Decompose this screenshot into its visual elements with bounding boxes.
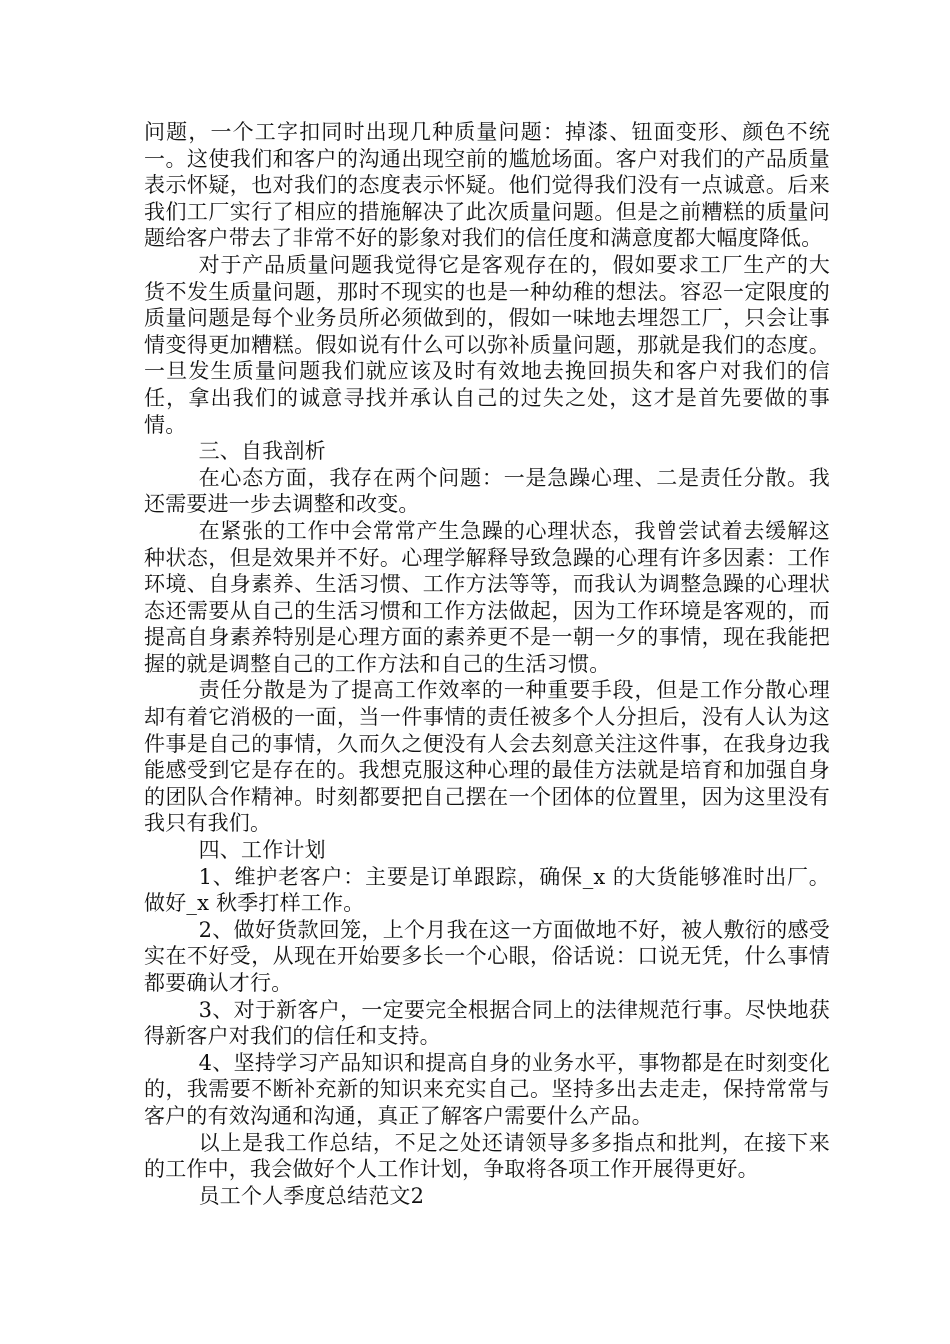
plan-item-1: 1、维护老客户：主要是订单跟踪，确保_x 的大货能够准时出厂。做好_x 秋季打样工作。 <box>144 864 830 916</box>
paragraph-impatience: 在紧张的工作中会常常产生急躁的心理状态，我曾尝试着去缓解这种状态，但是效果并不好。心理学解释导致急躁的心理有许多因素：工作环境、自身素养、生活习惯、工作方法等等，而我认为调整急躁的心理状态还需要从自己的生活习惯和工作方法做起，因为工作环境是客观的，而提高自身素养特别是心理方面的素养更不是一朝一夕的事情，现在我能把握的就是调整自己的工作方法和自己的生活习惯。 <box>144 518 830 676</box>
section-heading-work-plan: 四、工作计划 <box>198 838 326 863</box>
next-article-title: 员工个人季度总结范文2 <box>198 1183 425 1208</box>
paragraph-conclusion: 以上是我工作总结，不足之处还请领导多多指点和批判，在接下来的工作中，我会做好个人工作计划，争取将各项工作开展得更好。 <box>144 1130 830 1182</box>
paragraph-quality-attitude: 对于产品质量问题我觉得它是客观存在的，假如要求工厂生产的大货不发生质量问题，那时不现实的也是一种幼稚的想法。容忍一定限度的质量问题是每个业务员所必须做到的，假如一味地去埋怨工厂，只会让事情变得更加糟糕。假如说有什么可以弥补质量问题，那就是我们的态度。一旦发生质量问题我们就应该及时有效地去挽回损失和客户对我们的信任，拿出我们的诚意寻找并承认自己的过失之处，这才是首先要做的事情。 <box>144 252 830 437</box>
plan-item-3: 3、对于新客户，一定要完全根据合同上的法律规范行事。尽快地获得新客户对我们的信任和支持。 <box>144 997 830 1049</box>
paragraph-responsibility-diffusion: 责任分散是为了提高工作效率的一种重要手段，但是工作分散心理却有着它消极的一面，当一件事情的责任被多个人分担后，没有人认为这件事是自己的事情，久而久之便没有人会去刻意关注这件事，在我身边我能感受到它是存在的。我想克服这种心理的最佳方法就是培育和加强自身的团队合作精神。时刻都要把自己摆在一个团体的位置里，因为这里没有我只有我们。 <box>144 678 830 836</box>
paragraph-quality-problem-continued: 问题，一个工字扣同时出现几种质量问题：掉漆、钮面变形、颜色不统一。这使我们和客户的沟通出现空前的尴尬场面。客户对我们的产品质量表示怀疑，也对我们的态度表示怀疑。他们觉得我们没有一点诚意。后来我们工厂实行了相应的措施解决了此次质量问题。但是之前糟糕的质量问题给客户带去了非常不好的影象对我们的信任度和满意度都大幅度降低。 <box>144 120 830 251</box>
plan-item-2: 2、做好货款回笼，上个月我在这一方面做地不好，被人敷衍的感受实在不好受，从现在开始要多长一个心眼，俗话说：口说无凭，什么事情都要确认才行。 <box>144 917 830 995</box>
section-heading-self-analysis: 三、自我剖析 <box>198 439 326 464</box>
paragraph-mindset-issues: 在心态方面，我存在两个问题：一是急躁心理、二是责任分散。我还需要进一步去调整和改变。 <box>144 465 830 517</box>
document-body <box>144 119 830 1209</box>
plan-item-4: 4、坚持学习产品知识和提高自身的业务水平，事物都是在时刻变化的，我需要不断补充新的知识来充实自己。坚持多出去走走，保持常常与客户的有效沟通和沟通，真正了解客户需要什么产品。 <box>144 1050 830 1128</box>
